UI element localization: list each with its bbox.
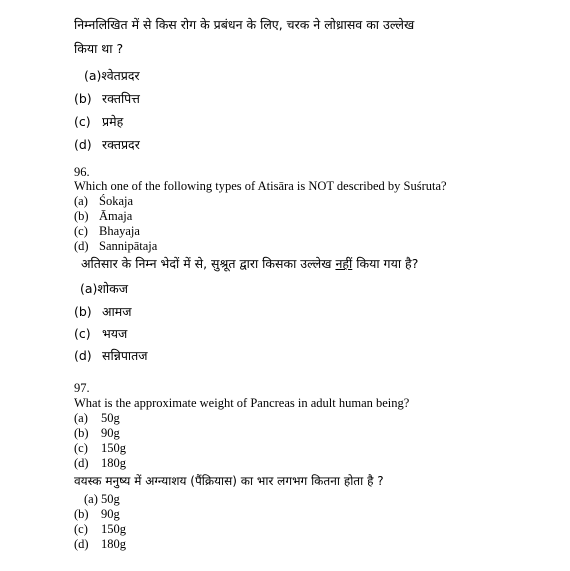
option-text: भयज bbox=[102, 326, 128, 341]
option-label: (a) bbox=[84, 68, 102, 83]
option-label: (d) bbox=[74, 456, 89, 470]
q97-option-d-hi bbox=[74, 537, 126, 552]
option-label: (b) bbox=[74, 91, 92, 106]
q95-option-d bbox=[74, 136, 140, 153]
option-text: 50g bbox=[101, 492, 120, 506]
option-label: (a) bbox=[74, 194, 88, 208]
q96-option-d-hi bbox=[74, 347, 148, 364]
q96-number: 96. bbox=[74, 165, 90, 179]
q97-option-d-en bbox=[74, 456, 126, 471]
option-text: 90g bbox=[101, 426, 120, 440]
option-text: Bhayaja bbox=[99, 224, 140, 238]
option-label: (d) bbox=[74, 137, 92, 152]
option-label: (a) bbox=[74, 411, 88, 425]
option-text: प्रमेह bbox=[102, 114, 124, 129]
q96-option-c-hi bbox=[74, 325, 127, 342]
option-label: (c) bbox=[74, 522, 88, 536]
q96-option-a-hi bbox=[80, 280, 128, 297]
option-text: Āmaja bbox=[99, 209, 133, 223]
option-label: (c) bbox=[74, 224, 88, 238]
option-text: रक्तप्रदर bbox=[102, 137, 140, 152]
q97-option-a-en bbox=[74, 411, 120, 426]
q96-option-d-en bbox=[74, 239, 157, 254]
q96-option-a-en bbox=[74, 194, 133, 209]
q97-question-hi: वयस्क मनुष्य में अग्न्याशय (पैंक्रियास) का भार लगभग कितना होता है ? bbox=[74, 474, 384, 488]
q97-option-b-hi bbox=[74, 507, 120, 522]
q95-option-b bbox=[74, 90, 140, 107]
option-text: रक्तपित्त bbox=[102, 91, 140, 106]
q96-question-hi bbox=[81, 255, 418, 272]
option-label: (c) bbox=[74, 441, 88, 455]
option-text: शोकज bbox=[97, 281, 129, 296]
question-text-underlined: नहीं bbox=[335, 256, 353, 271]
q97-option-b-en bbox=[74, 426, 120, 441]
option-text: 50g bbox=[101, 411, 120, 425]
option-text: Sannipātaja bbox=[99, 239, 158, 253]
option-text: Śokaja bbox=[99, 194, 134, 208]
q95-question-line1: निम्नलिखित में से किस रोग के प्रबंधन के लिए, चरक ने लोध्रासव का उल्लेख bbox=[74, 17, 415, 32]
option-text: सन्निपातज bbox=[102, 348, 148, 363]
option-text: 180g bbox=[101, 537, 126, 551]
question-text-post: किया गया है? bbox=[352, 256, 419, 271]
q96-option-b-hi bbox=[74, 303, 132, 320]
option-text: 180g bbox=[101, 456, 126, 470]
option-label: (a) bbox=[84, 492, 98, 506]
option-text: 150g bbox=[101, 522, 126, 536]
q97-option-c-en bbox=[74, 441, 126, 456]
option-label: (b) bbox=[74, 426, 89, 440]
q95-question-line2: किया था ? bbox=[74, 41, 124, 56]
option-label: (c) bbox=[74, 326, 91, 341]
q97-question-en: What is the approximate weight of Pancreas in adult human being? bbox=[74, 396, 410, 410]
option-label: (b) bbox=[74, 304, 92, 319]
option-label: (b) bbox=[74, 507, 89, 521]
option-label: (d) bbox=[74, 239, 89, 253]
q95-option-c bbox=[74, 113, 123, 130]
option-label: (c) bbox=[74, 114, 91, 129]
q95-option-a bbox=[84, 67, 140, 84]
option-text: आमज bbox=[102, 304, 132, 319]
q96-option-c-en bbox=[74, 224, 140, 239]
option-label: (a) bbox=[80, 281, 98, 296]
q96-question-en: Which one of the following types of Atisāra is NOT described by Suśruta? bbox=[74, 179, 447, 193]
option-text: श्वेतप्रदर bbox=[101, 68, 140, 83]
question-text-pre: अतिसार के निम्न भेदों में से, सुश्रूत द्वारा किसका उल्लेख bbox=[81, 256, 336, 271]
option-text: 90g bbox=[101, 507, 120, 521]
option-label: (d) bbox=[74, 537, 89, 551]
q97-number: 97. bbox=[74, 381, 90, 395]
option-label: (d) bbox=[74, 348, 92, 363]
q97-option-a-hi bbox=[84, 492, 120, 507]
option-text: 150g bbox=[101, 441, 126, 455]
q96-option-b-en bbox=[74, 209, 132, 224]
q97-option-c-hi bbox=[74, 522, 126, 537]
option-label: (b) bbox=[74, 209, 89, 223]
